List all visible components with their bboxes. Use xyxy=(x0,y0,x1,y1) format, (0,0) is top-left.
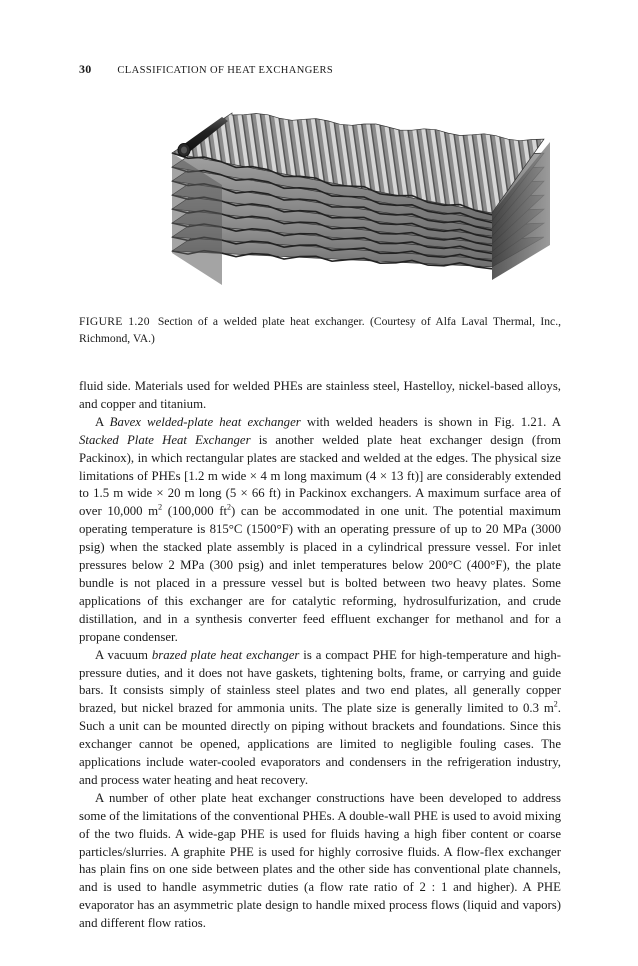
term-bavex: Bavex welded-plate heat exchanger xyxy=(109,414,301,429)
welded-plate-heat-exchanger-illustration xyxy=(162,95,560,295)
figure-caption-text: Section of a welded plate heat exchanger. (Courtesy of Alfa Laval Thermal, Inc., Richmond, VA.) xyxy=(79,315,561,345)
running-title: CLASSIFICATION OF HEAT EXCHANGERS xyxy=(117,65,334,76)
welded-plate-heat-exchanger-figure xyxy=(162,95,560,295)
paragraph-3: A vacuum brazed plate heat exchanger is a compact PHE for high-temperature and high-pressure duties, and it does not have gaskets, tightening bolts, frame, or carrying and guide bars. It consists simply of stainless steel plates and two end plates, all generally copper brazed, but nickel brazed for ammonia units. The plate size is generally limited to 0.3 $m^2$. Such a unit can be mounted directly on piping without brackets and foundations. Since this exchanger cannot be opened, applications are limited to negligible fouling cases. The applications include water-cooled evaporators and condensers in the refrigeration industry, and process water heating and heat recovery. xyxy=(79,647,561,787)
body-text xyxy=(79,378,561,933)
paragraph-2: A Bavex welded-plate heat exchanger with welded headers is shown in Fig. 1.21. A Stacked Plate Heat Exchanger is another welded plate heat exchanger design (from Packinox), in which rectangular plates are stacked and welded at the edges. The physical size limitations of PHEs [1.2 m wide × 4 m long maximum (4 × 13 ft)] are considerably extended to 1.5 m wide × 20 m long (5 × 66 ft) in Packinox exchangers. A maximum surface area of over 10,000 $m^2$ (100,000 $ft^2$) can be accommodated in one unit. The potential maximum operating temperature is 815°C (1500°F) with an operating pressure of up to 20 MPa (3000 psig) when the stacked plate assembly is placed in a cylindrical pressure vessel. For inlet pressures below 2 MPa (300 psig) and inlet temperatures below 200°C (400°F), the plate bundle is not placed in a pressure vessel but is bolted between two heavy plates. Some applications of this exchanger are for catalytic reforming, hydrosulfurization, and crude distillation, and in a synthesis converter feed effluent exchanger for methanol and for a propane condenser. xyxy=(79,414,561,644)
figure-caption xyxy=(79,313,561,347)
paragraph-4: A number of other plate heat exchanger constructions have been developed to address some of the limitations of the conventional PHEs. A double-wall PHE is used to avoid mixing of the two fluids. A wide-gap PHE is used for fluids having a high fiber content or coarse particles/slurries. A graphite PHE is used for highly corrosive fluids. A flow-flex exchanger has plain fins on one side between plates and the other side has conventional plate channels, and is used to handle asymmetric duties (a flow rate ratio of 2 : 1 and higher). A PHE evaporator has an asymmetric plate design to handle mixed process flows (liquid and vapors) and different flow ratios. xyxy=(79,790,561,931)
term-stacked-plate: Stacked Plate Heat Exchanger xyxy=(79,432,251,447)
plate-stack xyxy=(172,113,550,285)
term-brazed-plate: brazed plate heat exchanger xyxy=(151,647,300,662)
paragraph-1: fluid side. Materials used for welded PHEs are stainless steel, Hastelloy, nickel-based alloys, and copper and titanium. xyxy=(79,379,561,411)
running-header xyxy=(79,62,559,77)
page-number: 30 xyxy=(79,62,92,76)
figure-label: FIGURE 1.20 xyxy=(79,315,150,328)
